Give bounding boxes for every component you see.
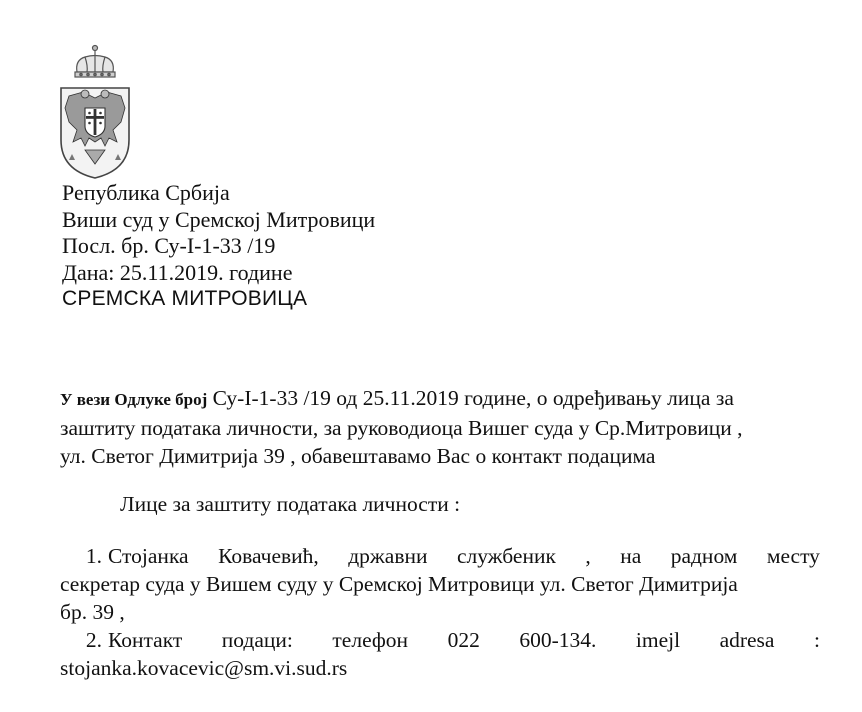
intro-bold-prefix: У вези Одлуке број (60, 390, 208, 409)
word: : (813, 628, 820, 652)
court-header (62, 180, 375, 313)
word: подаци: (221, 628, 293, 652)
coat-of-arms-icon (55, 42, 135, 182)
list-item-1-line-3: бр. 39 , (60, 600, 125, 624)
word: на (620, 544, 642, 568)
list-item-1-words (108, 542, 820, 570)
person-heading: Лице за заштиту података личности : (120, 492, 461, 516)
list-item-1 (60, 542, 820, 626)
word: adresa (719, 628, 775, 652)
list-item-number: 2. (85, 628, 102, 652)
word: imejl (635, 628, 681, 652)
list-item-1-line-2: секретар суда у Вишем суду у Сремској Митровици ул. Светог Димитрија (60, 572, 738, 596)
intro-line-1 (60, 384, 830, 414)
country-name: Република Србија (62, 180, 230, 205)
city-name: СРЕМСКА МИТРОВИЦА (62, 287, 308, 310)
word: 600-134. (519, 628, 597, 652)
email-address: stojanka.kovacevic@sm.vi.sud.rs (60, 656, 348, 680)
document-date: Дана: 25.11.2019. године (62, 259, 293, 285)
intro-line-2: заштиту података личности, за руководиоца Вишег суда у Ср.Митровици , (60, 416, 743, 440)
list-item-2-words (108, 626, 820, 654)
word: месту (766, 544, 820, 568)
contact-list (60, 542, 820, 682)
word: телефон (332, 628, 409, 652)
intro-line-3: ул. Светог Димитрија 39 , обавештавамо Вас о контакт подацима (60, 444, 656, 468)
list-item-number: 1. (85, 544, 102, 568)
word: службеник (456, 544, 556, 568)
word: Стојанка (108, 544, 189, 568)
case-number: Посл. бр. Су-I-1-33 /19 (62, 233, 276, 258)
word: државни (348, 544, 428, 568)
word: Ковачевић, (218, 544, 319, 568)
word: 022 (447, 628, 480, 652)
intro-paragraph (60, 384, 830, 470)
word: Контакт (108, 628, 183, 652)
intro-line-1-text: Су-I-1-33 /19 од 25.11.2019 године, о одређивању лица за (207, 386, 734, 410)
word: радном (670, 544, 738, 568)
list-item-2-line-1 (60, 626, 820, 654)
court-name: Виши суд у Сремској Митровици (62, 206, 376, 232)
list-item-1-line-1 (60, 542, 820, 570)
list-item-2 (60, 626, 820, 682)
word: , (585, 544, 591, 568)
